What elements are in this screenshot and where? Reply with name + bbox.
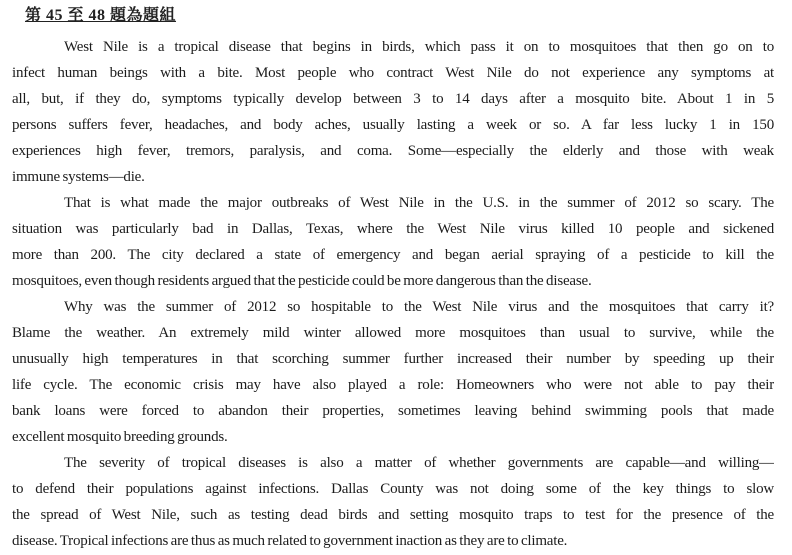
text-line: bank loans were forced to abandon their properties, sometimes leaving behind swimming pools that made <box>12 403 774 419</box>
text-line: That is what made the major outbreaks of West Nile in the U.S. in the summer of 2012 so scary. The <box>64 195 774 211</box>
passage-group-heading: 第 45 至 48 題為題組 <box>25 7 177 24</box>
paragraph-3 <box>12 294 774 450</box>
text-line: life cycle. The economic crisis may have also played a role: Homeowners who were not able to pay their <box>12 377 774 393</box>
text-line: immune systems—die. <box>12 169 145 185</box>
paragraph-4 <box>12 450 774 554</box>
text-line: Why was the summer of 2012 so hospitable to the West Nile virus and the mosquitoes that carry it? <box>64 299 774 315</box>
text-line: all, but, if they do, symptoms typically develop between 3 to 14 days after a mosquito bite. About 1 in 5 <box>12 91 774 107</box>
text-line: excellent mosquito breeding grounds. <box>12 429 228 445</box>
text-line: persons suffers fever, headaches, and body aches, usually lasting a week or so. A far less lucky 1 in 150 <box>12 117 774 133</box>
text-line: experiences high fever, tremors, paralysis, and coma. Some—especially the elderly and those with weak <box>12 143 774 159</box>
text-line: more than 200. The city declared a state of emergency and began aerial spraying of a pesticide to kill the <box>12 247 774 263</box>
text-line: Blame the weather. An extremely mild winter allowed more mosquitoes than usual to survive, while the <box>12 325 774 341</box>
text-line: unusually high temperatures in that scorching summer further increased their number by speeding up their <box>12 351 774 367</box>
paragraph-1 <box>12 34 774 190</box>
text-line: infect human beings with a bite. Most people who contract West Nile do not experience any symptoms at <box>12 65 774 81</box>
paragraph-2 <box>12 190 774 294</box>
text-line: situation was particularly bad in Dallas, Texas, where the West Nile virus killed 10 people and sickened <box>12 221 774 237</box>
text-line: West Nile is a tropical disease that begins in birds, which pass it on to mosquitoes that then go on to <box>64 39 774 55</box>
text-line: to defend their populations against infections. Dallas County was not doing some of the key things to slow <box>12 481 774 497</box>
text-line: disease. Tropical infections are thus as much related to government inaction as they are to climate. <box>12 533 568 549</box>
text-line: mosquitoes, even though residents argued that the pesticide could be more dangerous than the disease. <box>12 273 592 289</box>
text-line: The severity of tropical diseases is also a matter of whether governments are capable—and willing— <box>64 455 774 471</box>
text-line: the spread of West Nile, such as testing dead birds and setting mosquito traps to test for the presence of the <box>12 507 774 523</box>
